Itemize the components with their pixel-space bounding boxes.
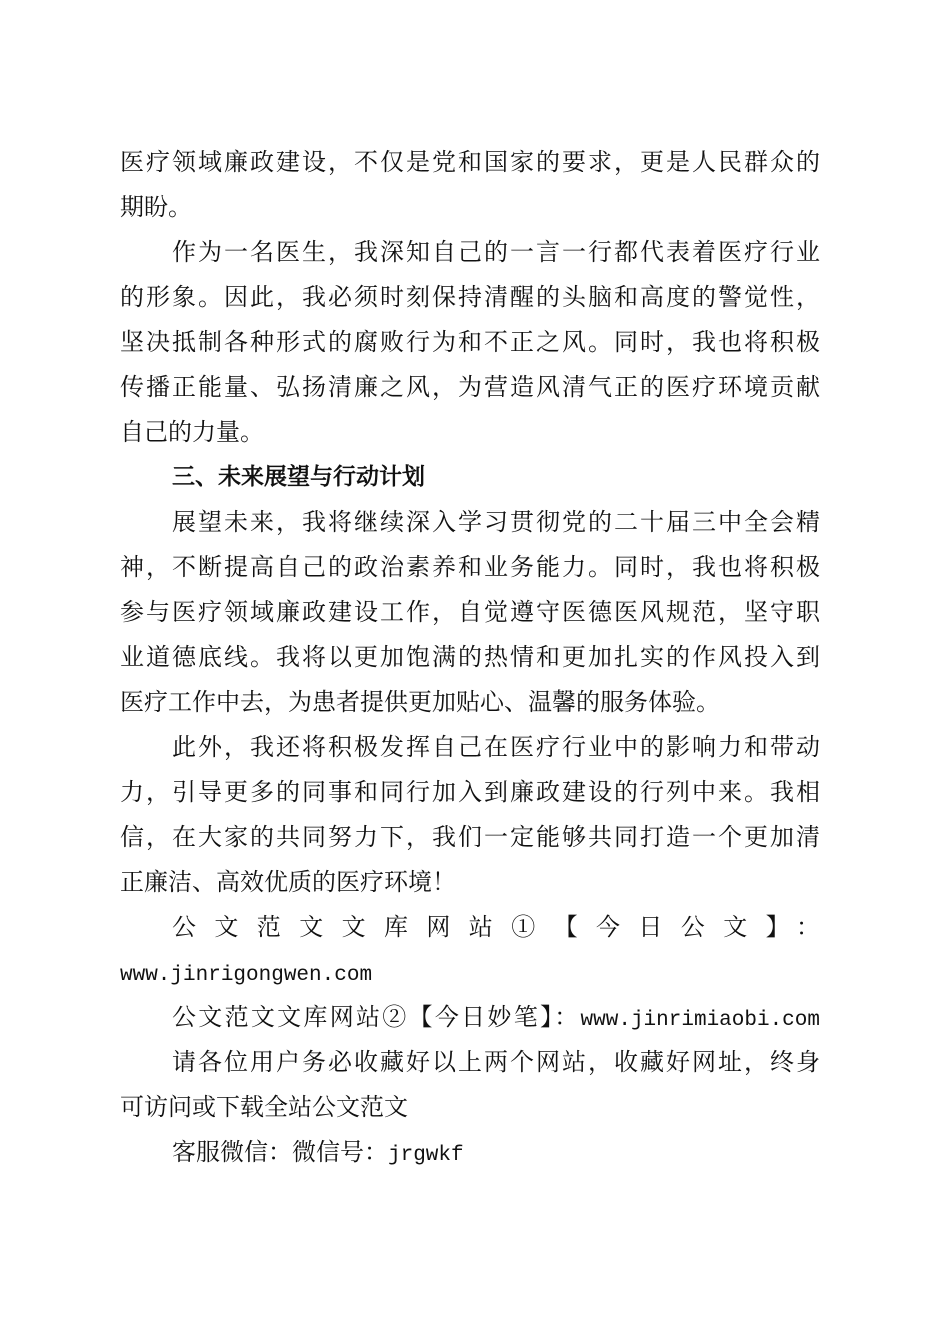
paragraph-line: 的形象。因此，我必须时刻保持清醒的头脑和高度的警觉性， xyxy=(120,283,820,311)
paragraph-line: 力，引导更多的同事和同行加入到廉政建设的行列中来。我相 xyxy=(120,778,820,806)
service-line xyxy=(120,1130,820,1175)
paragraph-line: 传播正能量、弘扬清廉之风，为营造风清气正的医疗环境贡献 xyxy=(120,373,820,401)
website-2-url: www.jinrimiaobi.com xyxy=(580,1009,820,1032)
paragraph-line: 期盼。 xyxy=(120,193,192,221)
paragraph-line: 医疗工作中去，为患者提供更加贴心、温馨的服务体验。 xyxy=(120,688,720,716)
service-wechat-id: jrgwkf xyxy=(388,1144,464,1167)
paragraph-line: 此外，我还将积极发挥自己在医疗行业中的影响力和带动 xyxy=(172,733,820,761)
paragraph-line: 展望未来，我将继续深入学习贯彻党的二十届三中全会精 xyxy=(172,508,820,536)
paragraph-line: 信，在大家的共同努力下，我们一定能够共同打造一个更加清 xyxy=(120,823,820,851)
website-2-label: 公文范文文库网站②【今日妙笔】： xyxy=(172,1003,581,1031)
section-heading: 三、未来展望与行动计划 xyxy=(172,464,425,490)
notice-line: 请各位用户务必收藏好以上两个网站，收藏好网址，终身 xyxy=(172,1048,820,1076)
paragraph-line: 正廉洁、高效优质的医疗环境！ xyxy=(120,868,456,896)
paragraph-line: 参与医疗领域廉政建设工作，自觉遵守医德医风规范，坚守职 xyxy=(120,598,820,626)
document-body xyxy=(120,140,820,1175)
website-1-line xyxy=(120,950,820,995)
paragraph-line: 医疗领域廉政建设，不仅是党和国家的要求，更是人民群众的 xyxy=(120,148,820,176)
service-label: 客服微信：微信号： xyxy=(172,1138,388,1166)
notice-line: 可访问或下载全站公文范文 xyxy=(120,1093,408,1121)
paragraph-line: 神，不断提高自己的政治素养和业务能力。同时，我也将积极 xyxy=(120,553,820,581)
website-1-label: 公文范文文库网站①【今日公文】： xyxy=(172,913,820,941)
paragraph-line: 坚决抵制各种形式的腐败行为和不正之风。同时，我也将积极 xyxy=(120,328,820,356)
website-1-url: www.jinrigongwen.com xyxy=(120,964,373,987)
website-2-line xyxy=(120,995,820,1040)
paragraph-line: 业道德底线。我将以更加饱满的热情和更加扎实的作风投入到 xyxy=(120,643,820,671)
paragraph-line: 自己的力量。 xyxy=(120,418,264,446)
paragraph-line: 作为一名医生，我深知自己的一言一行都代表着医疗行业 xyxy=(172,238,820,266)
